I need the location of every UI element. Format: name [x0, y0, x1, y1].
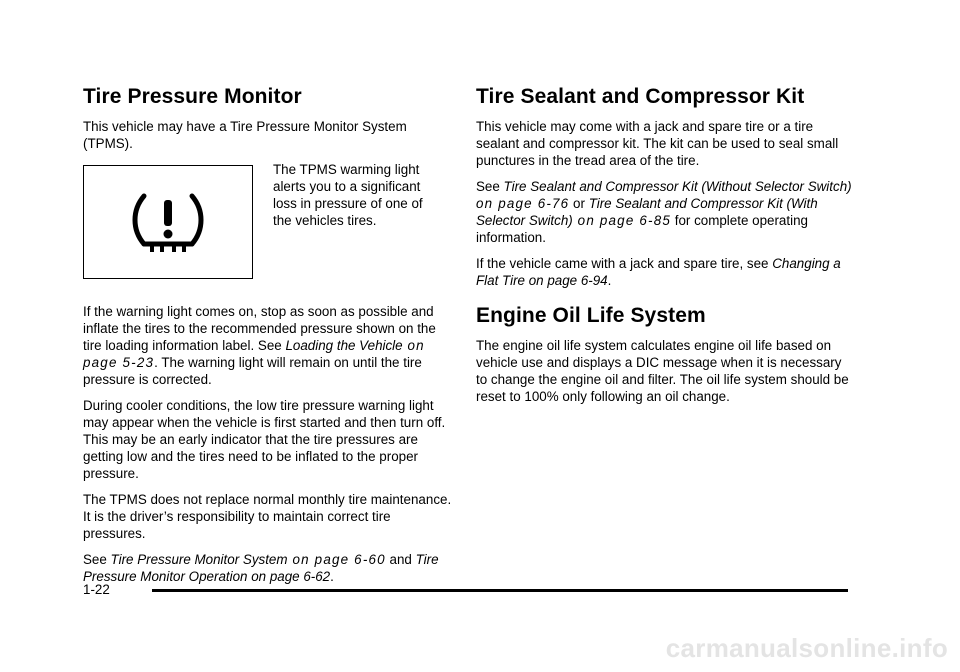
heading-tire-pressure-monitor: Tire Pressure Monitor: [83, 85, 302, 108]
right-column: [476, 84, 856, 414]
watermark: carmanualsonline.info: [665, 633, 948, 663]
footer-rule: [152, 589, 848, 592]
heading-tire-sealant-kit: Tire Sealant and Compressor Kit: [476, 85, 805, 108]
paragraph-kit-intro: This vehicle may come with a jack and spare tire or a tire sealant and compressor kit. The kit can be used to seal small punctures in the tread area of the tire.: [476, 119, 839, 168]
page-number: 1-22: [83, 582, 110, 597]
paragraph-oil-life: The engine oil life system calculates engine oil life based on vehicle use and displays a DIC message when it is necessary to change the engine oil and filter. The oil life system should be reset to 100% only following an oil change.: [476, 338, 849, 404]
link-changing-flat-tire[interactable]: Changing a Flat Tire on page 6-94: [476, 256, 841, 288]
heading-engine-oil-life: Engine Oil Life System: [476, 304, 706, 327]
paragraph-warning-light: If the warning light comes on, stop as soon as possible and inflate the tires to the recommended pressure shown on the tire loading information label. See Loading the Vehicle on page 5-23. The warning light will remain on until the tire pressure is corrected.: [83, 304, 436, 387]
link-kit-with-selector[interactable]: Tire Sealant and Compressor Kit (With Selector Switch): [476, 196, 818, 228]
paragraph-cooler-conditions: During cooler conditions, the low tire pressure warning light may appear when the vehicle is first started and then turn off. This may be an early indicator that the tire pressures are getting low and the tires need to be inflated to the proper pressure.: [83, 398, 446, 481]
paragraph-kit-refs: See Tire Sealant and Compressor Kit (Without Selector Switch) on page 6-76 or Tire Sealant and Compressor Kit (With Selector Switch) on page 6-85 for complete operating information.: [476, 179, 852, 245]
paragraph-flat-tire: If the vehicle came with a jack and spare tire, see Changing a Flat Tire on page 6-94.: [476, 256, 841, 288]
intro-paragraph: This vehicle may have a Tire Pressure Monitor System (TPMS).: [83, 119, 407, 151]
paragraph-see-also: See Tire Pressure Monitor System on page 6-60 and Tire Pressure Monitor Operation on page 6-62.: [83, 552, 439, 584]
paragraph-maintenance: The TPMS does not replace normal monthly tire maintenance. It is the driver’s responsibility to maintain correct tire pressures.: [83, 492, 452, 541]
link-kit-without-selector[interactable]: Tire Sealant and Compressor Kit (Without Selector Switch): [503, 179, 852, 194]
link-tpms-operation[interactable]: Tire Pressure Monitor Operation on page 6-62: [83, 552, 439, 584]
tpms-warning-icon: [83, 165, 253, 279]
left-column: [83, 84, 453, 594]
tpms-caption: The TPMS warming light alerts you to a significant loss in pressure of one of the vehicles tires.: [273, 162, 423, 228]
tpms-figure: [83, 161, 453, 279]
link-loading-the-vehicle[interactable]: Loading the Vehicle: [285, 338, 403, 353]
link-tpms-system[interactable]: Tire Pressure Monitor System: [110, 552, 288, 567]
